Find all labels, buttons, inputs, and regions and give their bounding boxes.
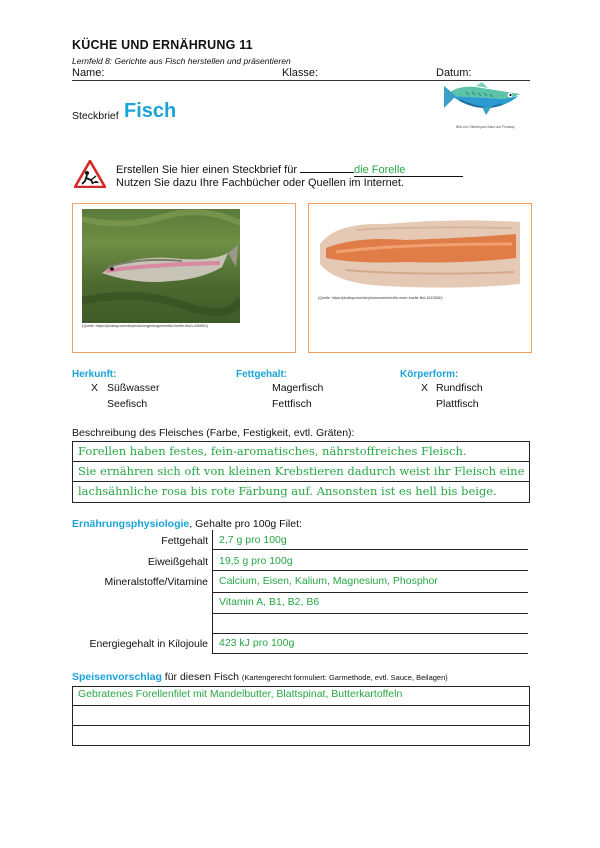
description-rule xyxy=(73,461,529,462)
fish-logo-icon xyxy=(442,82,524,118)
instruction-prefix: Erstellen Sie hier einen Steckbrief für xyxy=(116,164,297,176)
image-caption-1: (Quelle: https://pixabay.com/de/photos/regenbogenforelle-forelle-fisch-340952/) xyxy=(82,324,208,328)
nutrition-rule xyxy=(212,653,528,654)
mineralstoffe-label: Mineralstoffe/Vitamine xyxy=(104,576,208,588)
datum-label: Datum: xyxy=(436,67,472,79)
serving-box[interactable] xyxy=(72,686,530,746)
name-label: Name: xyxy=(72,67,105,79)
nutrition-rule xyxy=(212,613,528,614)
serving-value: Gebratenes Forellenfilet mit Mandelbutter, Blattspinat, Butterkartoffeln xyxy=(78,688,403,700)
description-rule xyxy=(73,481,529,482)
description-line-1: Forellen haben festes, fein-aromatisches, nährstoffreiches Fleisch. xyxy=(78,444,467,458)
nutrition-heading-suffix: , Gehalte pro 100g Filet: xyxy=(189,518,302,530)
header-divider xyxy=(72,80,530,81)
option-fettfisch: Fettfisch xyxy=(272,398,312,410)
description-line-2: Sie ernähren sich oft von kleinen Krebstieren dadurch weist ihr Fleisch eine xyxy=(78,464,525,478)
worksheet-title: KÜCHE UND ERNÄHRUNG 11 xyxy=(72,38,253,52)
nutrition-heading-label: Ernährungsphysiologie xyxy=(72,518,190,530)
nutrition-rule xyxy=(212,570,528,571)
option-suesswasser: Süßwasser xyxy=(107,382,160,394)
answer-underline xyxy=(300,162,354,173)
option-rundfisch: Rundfisch xyxy=(436,382,483,394)
worksheet-subtitle: Lernfeld 8: Gerichte aus Fisch herstellen und präsentieren xyxy=(72,56,291,66)
energiegehalt-value[interactable]: 423 kJ pro 100g xyxy=(219,637,295,649)
warning-sign-icon xyxy=(74,160,106,188)
logo-credit: Bild von Sketchpad-Sabo auf Pixabay xyxy=(456,125,515,129)
koerperform-heading: Körperform: xyxy=(400,369,459,380)
option-seefisch: Seefisch xyxy=(107,398,148,410)
mineralstoffe-value-1[interactable]: Calcium, Eisen, Kalium, Magnesium, Phosphor xyxy=(219,575,438,587)
koerperform-check-mark[interactable]: X xyxy=(421,382,429,394)
instruction-line-1 xyxy=(116,162,463,176)
serving-heading xyxy=(72,671,448,683)
description-label: Beschreibung des Fleisches (Farbe, Festigkeit, evtl. Gräten): xyxy=(72,427,355,439)
serving-heading-note: (Kartengerecht formuliert: Garmethode, evtl. Sauce, Beilagen) xyxy=(241,673,448,682)
serving-rule xyxy=(73,725,529,726)
description-box[interactable] xyxy=(72,441,530,503)
fish-answer: die Forelle xyxy=(354,164,463,177)
fettgehalt-value[interactable]: 2,7 g pro 100g xyxy=(219,534,287,546)
klasse-label: Klasse: xyxy=(282,67,319,79)
eiweissgehalt-value[interactable]: 19,5 g pro 100g xyxy=(219,555,293,567)
herkunft-check-mark[interactable]: X xyxy=(91,382,99,394)
serving-heading-label: Speisenvorschlag xyxy=(72,671,162,683)
description-line-3: lachsähnliche rosa bis rote Färbung auf. Ansonsten ist es hell bis beige. xyxy=(78,484,497,498)
trout-fillet-photo xyxy=(316,214,522,292)
image-caption-2: (Quelle: https://pixabay.com/de/photos/meerforelle-meer-forelle-filet-1812556/) xyxy=(318,296,443,300)
nutrition-rule xyxy=(212,549,528,550)
steckbrief-label: Steckbrief xyxy=(72,110,119,122)
energiegehalt-label: Energiegehalt in Kilojoule xyxy=(89,638,208,650)
steckbrief-topic: Fisch xyxy=(124,100,177,122)
eiweissgehalt-label: Eiweißgehalt xyxy=(147,556,208,568)
option-magerfisch: Magerfisch xyxy=(272,382,324,394)
serving-rule xyxy=(73,705,529,706)
nutrition-rule xyxy=(212,633,528,634)
mineralstoffe-value-2[interactable]: Vitamin A, B1, B2, B6 xyxy=(219,596,320,608)
instruction-line-2: Nutzen Sie dazu Ihre Fachbücher oder Quellen im Internet. xyxy=(116,177,404,189)
fettgehalt-label: Fettgehalt xyxy=(161,535,208,547)
option-plattfisch: Plattfisch xyxy=(436,398,479,410)
trout-photo xyxy=(82,209,240,323)
fettgehalt-heading: Fettgehalt: xyxy=(236,369,288,380)
nutrition-rule xyxy=(212,592,528,593)
herkunft-heading: Herkunft: xyxy=(72,369,117,380)
nutrition-heading xyxy=(72,518,302,530)
serving-heading-mid: für diesen Fisch xyxy=(161,671,242,683)
